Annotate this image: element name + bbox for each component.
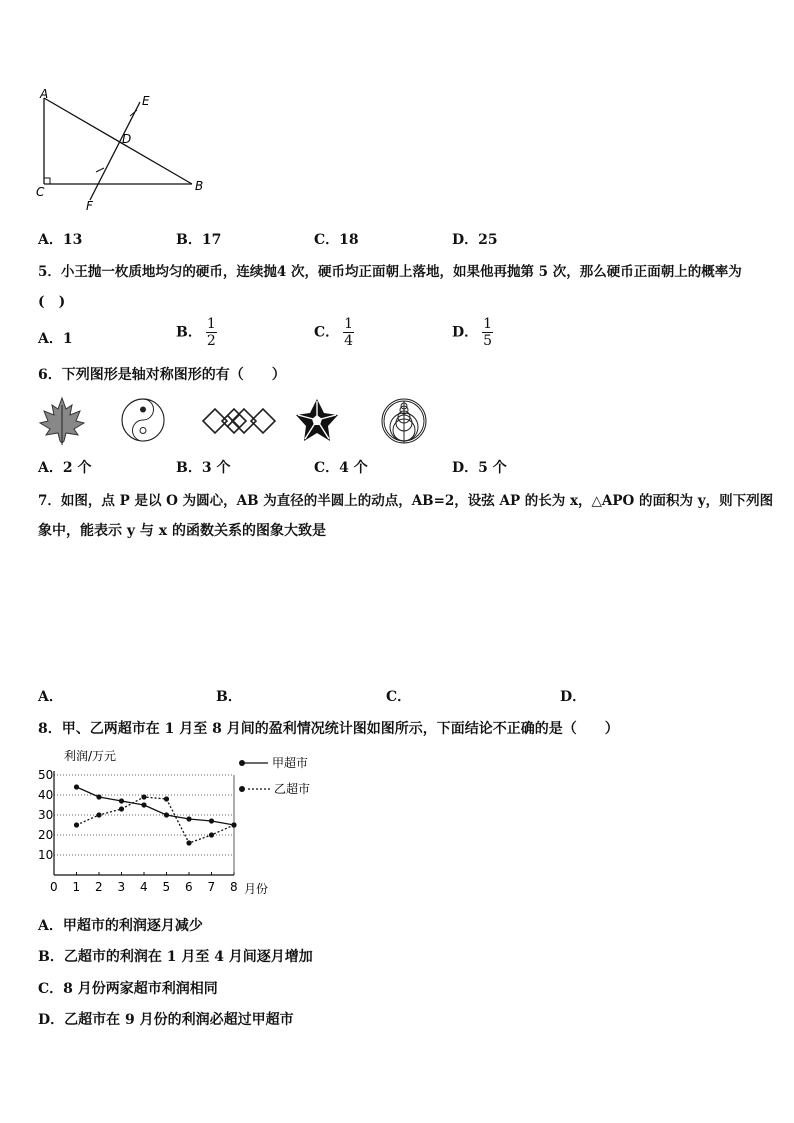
label-e: E — [142, 94, 150, 108]
numerator: 1 — [483, 316, 493, 332]
y-tick-label: 30 — [38, 808, 54, 822]
q5-option-a[interactable] — [38, 328, 73, 348]
q8-option-c[interactable]: C．8 月份两家超市利润相同 — [38, 981, 218, 997]
data-point-yi — [119, 806, 124, 811]
x-tick-label: 6 — [185, 880, 193, 894]
q6-option-c[interactable]: C．4 个 — [314, 460, 368, 476]
q4-option-b[interactable]: B．17 — [176, 232, 222, 248]
q6-question-text: 6．下列图形是轴对称图形的有（ ） — [38, 367, 286, 383]
q7-option-a[interactable]: A． — [38, 689, 63, 705]
label-f: F — [86, 199, 93, 213]
data-point-yi — [164, 796, 169, 801]
q5-option-a-prefix: A． — [38, 331, 63, 347]
q8-option-b[interactable]: B．乙超市的利润在 1 月至 4 月间逐月增加 — [38, 949, 313, 965]
y-tick-label: 40 — [38, 788, 54, 802]
denominator: 5 — [483, 333, 493, 349]
q5-option-b-prefix: B． — [176, 324, 202, 341]
y-axis-label: 利润/万元 — [64, 749, 117, 763]
q8-question-text: 8．甲、乙两超市在 1 月至 8 月间的盈利情况统计图如图所示，下面结论不正确的是（ ） — [38, 721, 619, 737]
q5-option-d-fraction — [482, 316, 493, 349]
maple-leaf-icon — [36, 395, 88, 447]
q7-question-text: 7．如图，点 P 是以 O 为圆心，AB 为直径的半圆上的动点，AB=2，设弦 AP 的长为 x，△APO 的面积为 y，则下列图 — [38, 493, 774, 509]
data-point-yi — [209, 832, 214, 837]
q7-question-text-cont: 象中，能表示 y 与 x 的函数关系的图象大致是 — [38, 523, 326, 539]
x-tick-label: 3 — [117, 880, 126, 894]
data-point-yi — [74, 822, 79, 827]
data-point-yi — [96, 812, 101, 817]
x-tick-label: 2 — [95, 880, 103, 894]
line-ef — [90, 102, 140, 200]
q5-option-c-prefix: C． — [314, 324, 340, 341]
legend-label-yi: 乙超市 — [274, 782, 311, 796]
denominator: 4 — [344, 333, 354, 349]
x-tick-label: 1 — [72, 880, 81, 894]
x-tick-label: 0 — [50, 880, 58, 894]
data-point-jia — [141, 802, 146, 807]
x-tick-label: 4 — [140, 880, 148, 894]
triangle-figure — [30, 88, 220, 218]
q5-option-a-value: 1 — [62, 331, 73, 347]
x-tick-label: 8 — [230, 880, 238, 894]
label-c: C — [36, 185, 45, 199]
label-b: B — [195, 179, 204, 193]
q7-option-c[interactable]: C． — [386, 689, 412, 705]
data-point-jia — [96, 794, 101, 799]
q6-option-d[interactable]: D．5 个 — [452, 460, 507, 476]
numerator: 1 — [344, 316, 354, 332]
label-a: A — [40, 88, 49, 101]
q8-option-a[interactable]: A．甲超市的利润逐月减少 — [38, 918, 203, 934]
q6-option-a[interactable]: A．2 个 — [38, 460, 92, 476]
arc-mark-bottom — [96, 168, 104, 172]
q5-option-b-fraction — [206, 316, 217, 349]
q4-option-c[interactable]: C．18 — [314, 232, 359, 248]
data-point-jia — [119, 798, 124, 803]
data-point-jia — [209, 818, 214, 823]
q4-option-d[interactable]: D．25 — [452, 232, 498, 248]
pentagon-star-icon — [294, 397, 340, 443]
legend-label-jia: 甲超市 — [272, 756, 309, 770]
denominator: 2 — [206, 333, 216, 349]
data-point-yi — [231, 822, 236, 827]
knot-pattern-icon — [200, 403, 278, 439]
side-ab — [44, 98, 192, 184]
q8-option-d[interactable]: D．乙超市在 9 月份的利润必超过甲超市 — [38, 1012, 294, 1028]
x-tick-label: 7 — [207, 880, 216, 894]
q5-option-d-prefix: D． — [452, 324, 479, 341]
chart-legend — [234, 752, 334, 798]
q5-question-text: 5．小王抛一枚质地均匀的硬币，连续抛4 次，硬币均正面朝上落地，如果他再抛第 5 次，那么硬币正面朝上的概率为 — [38, 264, 742, 280]
label-d: D — [122, 132, 132, 146]
x-axis-label: 月份 — [244, 882, 269, 896]
q4-option-a[interactable]: A．13 — [38, 232, 83, 248]
q5-option-d[interactable] — [452, 316, 493, 349]
data-point-yi — [186, 840, 191, 845]
right-angle-mark — [44, 178, 50, 184]
data-point-yi — [141, 794, 146, 799]
y-tick-label: 10 — [38, 848, 54, 862]
q5-option-b[interactable] — [176, 316, 217, 349]
y-tick-label: 20 — [38, 828, 54, 842]
q5-question-bracket: ( ) — [38, 294, 66, 310]
q6-option-b[interactable]: B．3 个 — [176, 460, 231, 476]
nested-circles-icon — [380, 397, 428, 445]
numerator: 1 — [206, 316, 216, 332]
y-tick-label: 50 — [38, 768, 54, 782]
yin-yang-icon — [120, 397, 166, 443]
data-point-jia — [164, 812, 169, 817]
q5-option-c[interactable] — [314, 316, 354, 349]
q7-option-d[interactable]: D． — [560, 689, 587, 705]
legend-marker-yi — [239, 786, 245, 792]
data-point-jia — [186, 816, 191, 821]
data-point-jia — [74, 784, 79, 789]
q5-option-c-fraction — [343, 316, 354, 349]
x-tick-label: 5 — [162, 880, 171, 894]
q7-option-b[interactable]: B． — [216, 689, 242, 705]
